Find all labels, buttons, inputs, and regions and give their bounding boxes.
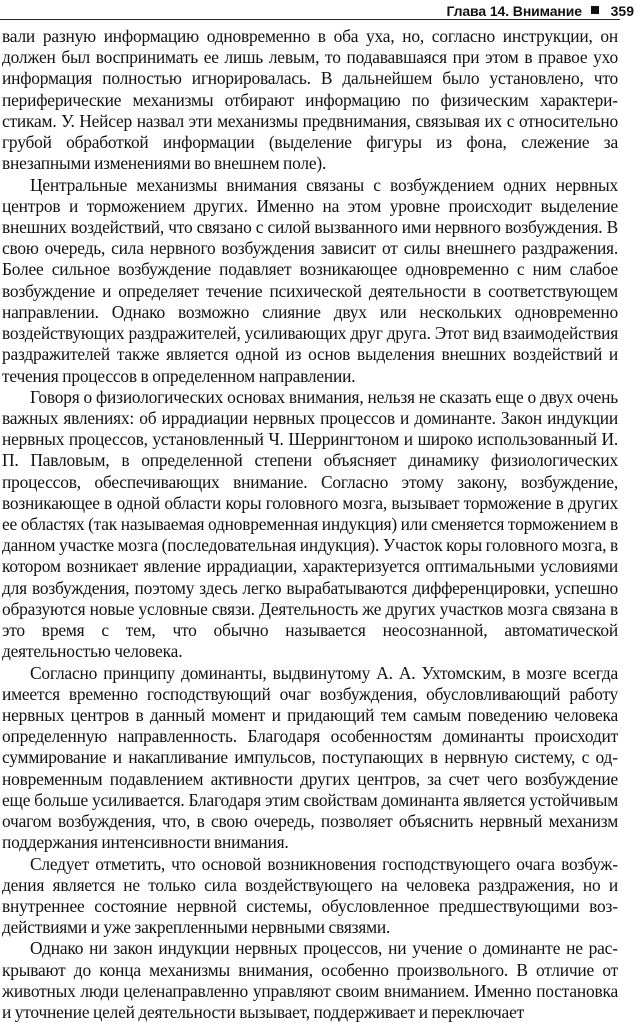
page-number: 359 xyxy=(610,3,634,19)
paragraph-central-mechanisms: Центральные механизмы внимания связаны с возбуждением одних нервных центров и торможением других. Именно на этом уровне происходит выделение внешних воздействий, что связано с силой вызванного ими нервного возбуждения. В свою очередь, сила нервного возбуждения зависит от силы внешнего раздражения. Более сильное возбуждение подавляет возникающее одновременно с ним слабое возбуждение и определяет течение психической деятельности в соответствующем направлении. Однако возможно слияние двух или нескольких одновременно воздействующих раздражителей, усиливающих друг друга. Этот вид взаимодействия раздражителей также является одной из основ выделения внешних воздействий и течения процессов в определенном направлении. xyxy=(2,174,618,386)
paragraph-voluntary-attention: Однако ни закон индукции нервных процессов, ни учение о доминанте не раскрывают до конца механизмы внимания, особенно произвольного. В отличие от животных люди целенаправленно управляют своим вниманием. Именно постановка и уточнение целей деятельности вызывает, поддерживает и переключает xyxy=(2,938,618,1023)
paragraph-continued: вали разную информацию одновременно в оба уха, но, согласно инструкции, он должен был воспринимать ее лишь левым, то подававшаяся при этом в правое ухо информация полностью игнорировалась. В дальнейшем было установлено, что периферические механизмы отбирают информацию по физическим характеристикам. У. Нейсер назвал эти механизмы предвнимания, связывая их с относительно грубой обработкой информации (выделение фигуры из фона, слежение за внезапными изменениями во внешнем поле). xyxy=(2,26,618,174)
running-header xyxy=(0,0,634,22)
paragraph-physiological-basis: Говоря о физиологических основах внимания, нельзя не сказать еще о двух очень важных явлениях: об иррадиации нервных процессов и доминанте. Закон индукции нервных процессов, установленный Ч. Шеррингтоном и широко использованный И. П. Павловым, в определенной степени объясняет динамику физиологических процессов, обеспечивающих внимание. Согласно этому закону, возбуждение, возникающее в одной области коры головного мозга, вызывает торможение в других ее областях (так называемая одновременная индукция) или сменяется торможением в данном участке мозга (последовательная индукция). Участок коры головного мозга, в котором возникает явление иррадиации, характеризуется оптимальными условиями для возбуждения, поэтому здесь легко вырабатываются дифференцировки, успешно образуются новые условные связи. Деятельность же других участков мозга связана в это время с тем, что обычно называется неосознанной, автоматической деятельностью человека. xyxy=(2,386,618,662)
paragraph-dominant-principle: Согласно принципу доминанты, выдвинутому А. А. Ухтомским, в мозге всегда имеется временно господствующий очаг возбуждения, обусловливающий работу нервных центров в данный момент и придающий тем самым поведению человека определенную направленность. Благодаря особенностям доминанты происходит суммирование и накапливание импульсов, поступающих в нервную систему, с одновременным подавлением активности других центров, за счет чего возбуждение еще больше усиливается. Благодаря этим свойствам доминанта является устойчивым очагом возбуждения, что, в свою очередь, позволяет объяснить нервный механизм поддержания интенсивности внимания. xyxy=(2,662,618,853)
chapter-title: Глава 14. Внимание xyxy=(446,3,582,19)
header-rule xyxy=(0,19,620,20)
paragraph-dominant-origin: Следует отметить, что основой возникновения господствующего очага возбуждения является не только сила воздействующего на человека раздражения, но и внутреннее состояние нервной системы, обусловленное предшествующими воздействиями и уже закрепленными нервными связями. xyxy=(2,853,618,938)
square-bullet-icon xyxy=(591,6,599,14)
body-text xyxy=(2,26,618,1023)
